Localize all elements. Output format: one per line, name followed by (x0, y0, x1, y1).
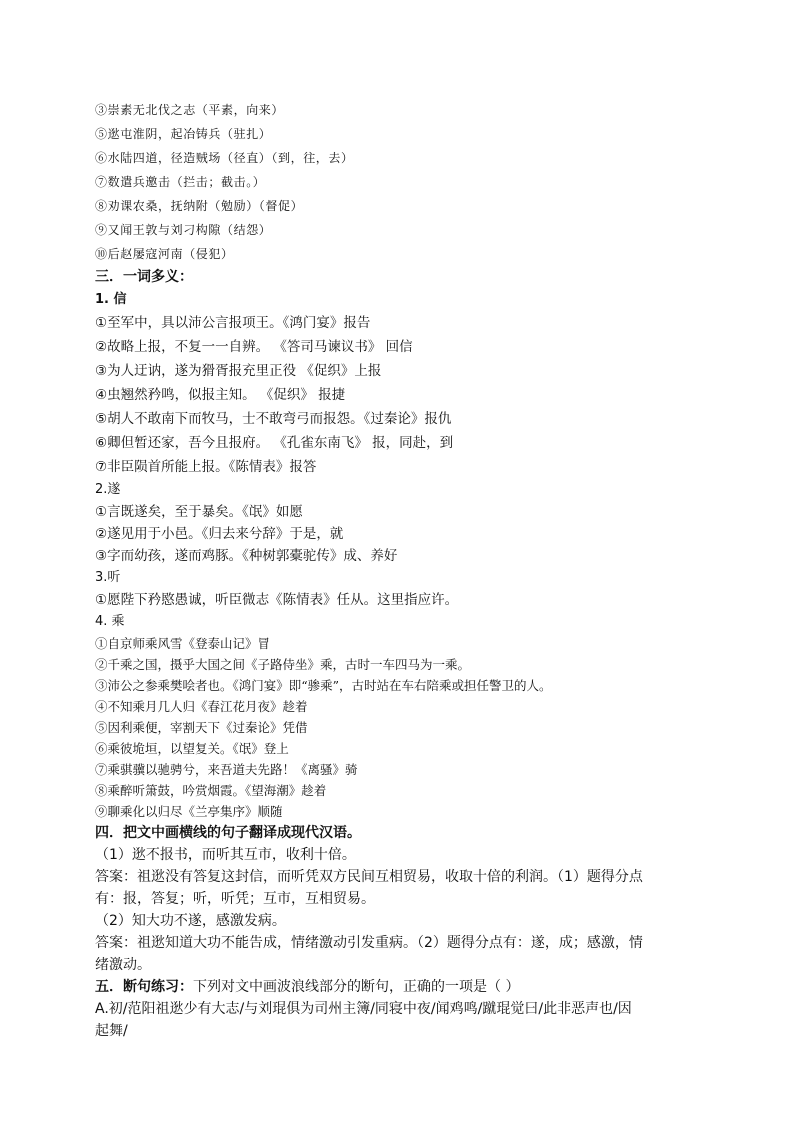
definition-item: ⑤胡人不敢南下而牧马，士不敢弯弓而报怨。《过秦论》报仇 (95, 411, 452, 427)
word-heading-1: 1. 信 (95, 292, 127, 307)
definition-item: ③沛公之参乘樊哙者也。《鸿门宴》即“骖乘”，古时站在车右陪乘或担任警卫的人。 (95, 678, 552, 693)
punctuation-section (95, 976, 715, 998)
annotation-item: ⑩后赵屡寇河南（侵犯） (95, 247, 234, 261)
definition-item: ⑤因利乘便，宰割天下《过秦论》凭借 (95, 720, 308, 735)
annotation-item: ⑤逖屯淮阴，起冶铸兵（驻扎） (95, 127, 272, 141)
section-heading-punctuation: 五．断句练习： (95, 979, 193, 995)
definition-item: ⑦乘骐骥以驰骋兮，来吾道夫先路！《离骚》骑 (95, 762, 358, 777)
definition-item: ④虫翘然矜鸣，似报主知。 《促织》 报捷 (95, 387, 346, 403)
annotation-item: ⑨又闻王敦与刘刁构隙（结怨） (95, 223, 272, 237)
definition-item: ③为人迂讷，遂为猾胥报充里正役 《促织》上报 (95, 363, 382, 379)
annotation-item: ⑥水陆四道，径造贼场（径直）（到，往，去） (95, 151, 354, 165)
definition-item: ⑨聊乘化以归尽《兰亭集序》顺随 (95, 804, 283, 819)
annotation-list (95, 98, 715, 266)
definition-item: ③字而幼孩，遂而鸡豚。《种树郭橐驼传》成、养好 (95, 548, 398, 564)
definition-item: ④不知乘月几人归《春江花月夜》趁着 (95, 699, 308, 714)
definition-item: ②故略上报，不复一一自辨。 《答司马谏议书》 回信 (95, 339, 413, 355)
definition-item: ⑥卿但暂还家，吾今且报府。 《孔雀东南飞》 报，同赴，到 (95, 435, 454, 451)
word-heading-4: 4. 乘 (95, 614, 125, 629)
answer-2-line-1: 答案：祖逖知道大功不能告成，情绪激动引发重病。（2）题得分点有：遂，成；感激，情 (95, 935, 643, 951)
question-1: （1）逖不报书，而听其互市，收利十倍。 (95, 847, 356, 863)
definition-item: ⑥乘彼垝垣，以望复关。《氓》登上 (95, 741, 289, 756)
question-2: （2）知大功不遂，感激发病。 (95, 913, 286, 929)
document-page (95, 98, 715, 1042)
annotation-item: ③崇素无北伐之志（平素，向来） (95, 103, 285, 117)
definition-item: ②千乘之国，摄乎大国之间《子路侍坐》乘，古时一车四马为一乘。 (95, 657, 471, 672)
punctuation-question: 下列对文中画波浪线部分的断句，正确的一项是（ ） (193, 979, 520, 995)
definition-item: ⑧乘醉听箫鼓，吟赏烟霞。《望海潮》趁着 (95, 783, 327, 798)
definition-item: ①言既遂矣，至于暴矣。《氓》如愿 (95, 504, 303, 520)
option-a-line-1: A.初/范阳祖逖少有大志/与刘琨俱为司州主簿/同寝中夜/闻鸡鸣/蹴琨觉曰/此非恶声也/因 (95, 1001, 632, 1017)
answer-1-line-2: 有：报，答复；听，听凭；互市，互相贸易。 (95, 891, 375, 907)
definition-item: ⑦非臣陨首所能上报。《陈情表》报答 (95, 459, 317, 475)
definition-item: ①自京师乘风雪《登泰山记》冒 (95, 636, 271, 651)
word-heading-2: 2.遂 (95, 482, 121, 497)
word-heading-3: 3.听 (95, 570, 121, 585)
annotation-item: ⑦数遣兵邀击（拦击；截击。） (95, 175, 266, 189)
section-heading-translation: 四．把文中画横线的句子翻译成现代汉语。 (95, 825, 361, 841)
definition-item: ①愿陛下矜愍愚诚，听臣微志《陈情表》任从。这里指应许。 (95, 592, 459, 608)
annotation-item: ⑧劝课农桑，抚纳附（勉励）（督促） (95, 199, 304, 213)
option-a-line-2: 起舞/ (95, 1023, 128, 1039)
section-heading-polysemy: 三．一词多义： (95, 269, 193, 285)
answer-2-line-2: 绪激动。 (95, 957, 151, 973)
definition-item: ①至军中，具以沛公言报项王。《鸿门宴》报告 (95, 315, 371, 331)
answer-1-line-1: 答案：祖逖没有答复这封信，而听凭双方民间互相贸易，收取十倍的利润。（1）题得分点 (95, 869, 643, 885)
definition-item: ②遂见用于小邑。《归去来兮辞》于是，就 (95, 526, 344, 542)
